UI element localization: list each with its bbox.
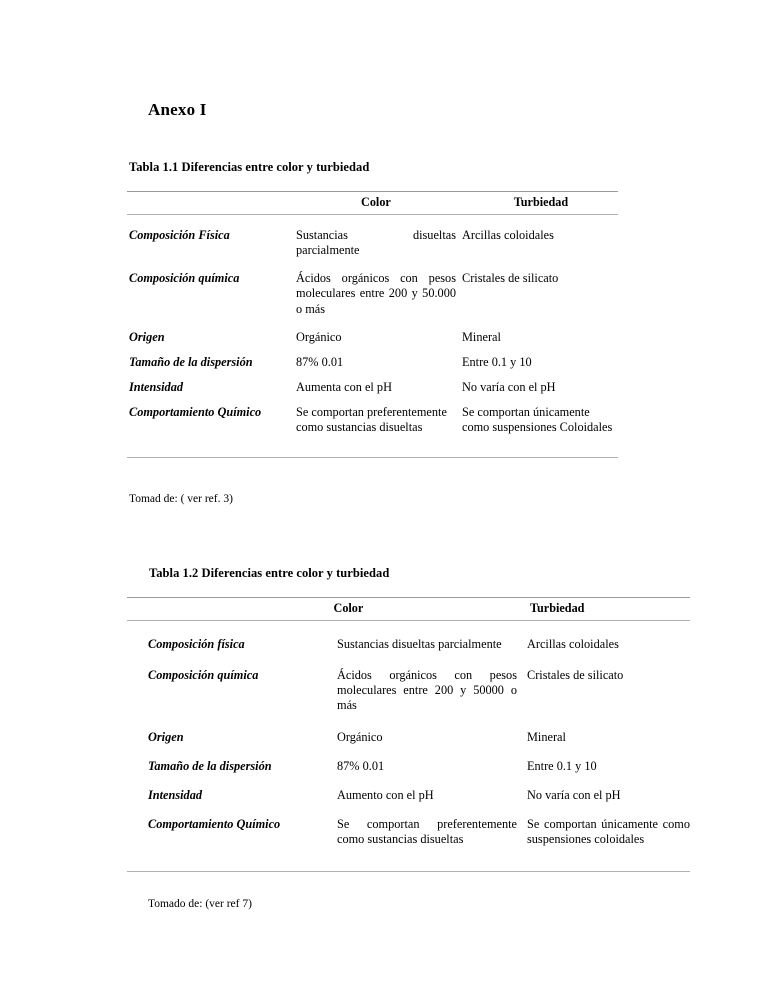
table-row — [127, 652, 690, 713]
table-2-row-3-turbiedad: Entre 0.1 y 10 — [527, 758, 597, 773]
table-row — [127, 803, 690, 847]
table-2-row-3-label: Tamaño de la dispersión — [148, 758, 272, 773]
table-2-header-turbiedad: Turbiedad — [530, 601, 585, 615]
table-1-row-0-color: Sustancias disueltas parcialmente — [296, 228, 456, 258]
table-row — [127, 714, 690, 745]
table-2-row-1-color: Ácidos orgánicos con pesos moleculares entre 200 y 50000 o más — [337, 668, 517, 713]
table-1-row-4-color: Aumenta con el pH — [296, 379, 392, 394]
table-1-row-3-label: Tamaño de la dispersión — [129, 354, 253, 369]
table-2-row-5-label: Comportamiento Químico — [148, 816, 281, 831]
table-2 — [127, 597, 690, 872]
table-1-row-5-label: Comportamiento Químico — [129, 405, 262, 419]
table-2-row-3-color: 87% 0.01 — [337, 758, 385, 773]
table-2-row-1-label: Composición química — [148, 668, 259, 683]
table-1-row-4-label: Intensidad — [129, 379, 183, 394]
page-title: Anexo I — [148, 100, 207, 119]
table-2-bottom-gap — [127, 847, 690, 871]
table-2-header-color: Color — [333, 601, 364, 615]
table-1-header-turbiedad: Turbiedad — [513, 195, 569, 209]
table-1-row-3-color: 87% 0.01 — [296, 354, 344, 369]
table-2-row-2-turbiedad: Mineral — [527, 729, 566, 744]
table-1-row-2-color: Orgánico — [296, 329, 342, 344]
table-1-row-0-turbiedad: Arcillas coloidales — [462, 228, 554, 242]
table-1-row-3-turbiedad: Entre 0.1 y 10 — [462, 354, 532, 369]
table-row — [127, 370, 618, 395]
table-1-header-row — [127, 192, 618, 214]
table-2-title: Tabla 1.2 Diferencias entre color y turbiedad — [149, 566, 390, 580]
table-1-bottom-rule — [127, 457, 618, 458]
table-2-row-5-turbiedad: Se comportan únicamente como suspensiones coloidales — [527, 816, 690, 846]
table-row — [127, 745, 690, 774]
table-2-row-1-turbiedad: Cristales de silicato — [527, 668, 624, 683]
table-2-row-0-color: Sustancias disueltas parcialmente — [337, 637, 502, 651]
table-1-row-2-label: Origen — [129, 329, 165, 344]
table-row — [127, 258, 618, 316]
table-row — [127, 621, 690, 652]
table-2-bottom-rule — [127, 871, 690, 872]
table-1-bottom-gap — [127, 435, 618, 457]
table-1 — [127, 191, 618, 458]
table-row — [127, 395, 618, 435]
table-1-source-note: Tomad de: ( ver ref. 3) — [129, 493, 233, 505]
table-1-title: Tabla 1.1 Diferencias entre color y turbiedad — [129, 160, 370, 174]
table-2-source-note: Tomado de: (ver ref 7) — [148, 898, 252, 910]
table-1-row-1-turbiedad: Cristales de silicato — [462, 271, 559, 286]
table-1-row-1-color: Ácidos orgánicos con pesos moleculares entre 200 y 50.000 o más — [296, 271, 456, 316]
table-1-row-5-color: Se comportan preferentemente como sustancias disueltas — [296, 405, 447, 435]
table-2-row-2-label: Origen — [148, 729, 184, 744]
table-1-row-0-label: Composición Física — [129, 228, 230, 242]
table-row — [127, 317, 618, 345]
table-1-header-color: Color — [361, 195, 391, 209]
table-row — [127, 215, 618, 258]
table-2-row-4-label: Intensidad — [148, 787, 202, 802]
table-2-row-0-label: Composición física — [148, 637, 245, 651]
table-1-row-5-turbiedad: Se comportan únicamente como suspensiones Coloidales — [462, 405, 613, 435]
table-2-row-0-turbiedad: Arcillas coloidales — [527, 637, 619, 651]
table-1-row-4-turbiedad: No varía con el pH — [462, 379, 556, 394]
table-1-row-1-label: Composición química — [129, 271, 240, 286]
table-2-header-row — [127, 598, 690, 620]
table-2-row-4-turbiedad: No varía con el pH — [527, 787, 621, 802]
table-2-row-5-color: Se comportan preferentemente como sustancias disueltas — [337, 816, 517, 846]
table-1-row-2-turbiedad: Mineral — [462, 329, 501, 344]
table-2-row-4-color: Aumento con el pH — [337, 787, 434, 802]
table-2-row-2-color: Orgánico — [337, 729, 383, 744]
table-row — [127, 345, 618, 370]
table-row — [127, 774, 690, 803]
